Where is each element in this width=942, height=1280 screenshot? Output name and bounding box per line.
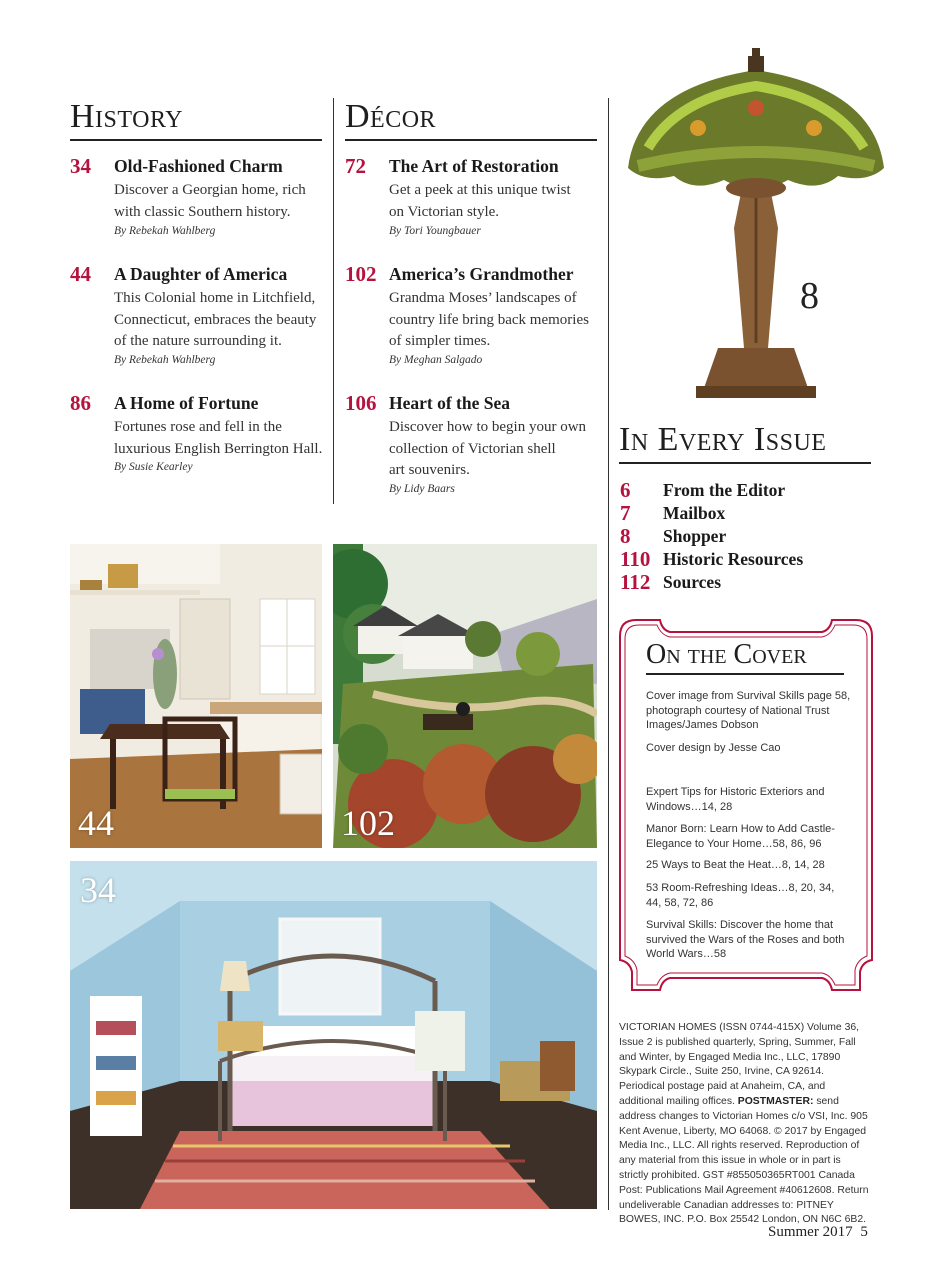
- entry-description: Grandma Moses’ landscapes of country life bring back memories of simpler times.: [389, 290, 589, 349]
- entry-byline: By Meghan Salgado: [389, 354, 483, 366]
- issue-item-page: 7: [620, 501, 631, 525]
- photo-page-number: 34: [80, 870, 116, 910]
- postmaster-label: POSTMASTER:: [737, 1095, 814, 1107]
- entry-page-number: 72: [345, 154, 366, 178]
- cover-design-credit: Cover design by Jesse Cao: [646, 742, 781, 754]
- entry-title: A Daughter of America: [114, 264, 288, 284]
- on-the-cover-heading: On the Cover: [646, 638, 844, 675]
- lamp-photo[interactable]: [618, 48, 894, 404]
- cover-line: Manor Born: Learn How to Add Castle-Elegance to Your Home…58, 86, 96: [646, 823, 835, 850]
- decor-heading: Décor: [345, 97, 597, 141]
- issue-item-page: 112: [620, 570, 651, 594]
- history-heading: History: [70, 97, 322, 141]
- toc-entry[interactable]: [345, 154, 605, 244]
- toc-entry[interactable]: [345, 262, 605, 372]
- issue-item-page: 110: [620, 547, 651, 571]
- column-divider: [333, 98, 334, 504]
- postmaster-text: send address changes to Victorian Homes c/o VSI, Inc. 905 Kent Avenue, Liberty, MO 64068. © 2017 by Engaged Media Inc., LLC. All rights reserved. Reproduction of any material from this issue in whole or in part is strictly prohibited. GST #855050365RT001 Canada Post: Publications Mail Agreement #40612608. Return undeliverable Canadian addresses to: PITNEY BOWES, INC. P.O. Box 25542 London, ON N6C 6B2.: [619, 1095, 869, 1226]
- toc-entry[interactable]: [345, 391, 605, 501]
- entry-page-number: 102: [345, 262, 377, 286]
- in-every-issue-heading: In Every Issue: [619, 420, 871, 464]
- page-footer: [768, 1224, 868, 1241]
- cover-line: 53 Room-Refreshing Ideas…8, 20, 34, 44, 58, 72, 86: [646, 882, 835, 909]
- toc-entry[interactable]: [70, 154, 330, 244]
- issue-item-label: Sources: [663, 572, 722, 592]
- publication-notice-text: VICTORIAN HOMES (ISSN 0744-415X) Volume 36, Issue 2 is published quarterly, Spring, Summer, Fall and Winter, by Engaged Media Inc., LLC, 17890 Skypark Circle., Suite 250, Irvine, CA 92614. Periodical postage paid at Anaheim, CA, and additional mailing offices.: [619, 1022, 860, 1107]
- entry-title: The Art of Restoration: [389, 156, 559, 176]
- page-number: 5: [860, 1224, 868, 1240]
- kitchen-photo[interactable]: [70, 544, 322, 848]
- cover-line: Expert Tips for Historic Exteriors and Windows…14, 28: [646, 786, 825, 813]
- issue-item-label: Historic Resources: [663, 549, 804, 569]
- issue-item-page: 8: [620, 524, 631, 548]
- entry-byline: By Tori Youngbauer: [389, 225, 481, 237]
- toc-entry[interactable]: [70, 391, 330, 481]
- tiffany-lamp-illustration: [618, 48, 894, 404]
- bedroom-illustration: [70, 861, 597, 1209]
- painting-photo[interactable]: [333, 544, 597, 848]
- entry-title: Heart of the Sea: [389, 393, 511, 413]
- cover-line: Survival Skills: Discover the home that survived the Wars of the Roses and both World Wars…58: [646, 919, 845, 960]
- entry-title: A Home of Fortune: [114, 393, 259, 413]
- issue-date: Summer 2017: [768, 1224, 853, 1240]
- entry-description: Fortunes rose and fell in the luxurious English Berrington Hall.: [114, 419, 323, 457]
- entry-description: Get a peek at this unique twist on Victorian style.: [389, 182, 571, 220]
- entry-page-number: 86: [70, 391, 91, 415]
- entry-page-number: 106: [345, 391, 377, 415]
- issue-item-label: Shopper: [663, 526, 727, 546]
- entry-description: Discover how to begin your own collection of Victorian shell art souvenirs.: [389, 419, 587, 478]
- lamp-page-number: 8: [800, 275, 819, 317]
- entry-title: America’s Grandmother: [389, 264, 574, 284]
- entry-byline: By Lidy Baars: [389, 483, 455, 495]
- photo-page-number: 102: [341, 803, 395, 843]
- cover-line: 25 Ways to Beat the Heat…8, 14, 28: [646, 859, 825, 871]
- issue-item-page: 6: [620, 478, 631, 502]
- entry-byline: By Rebekah Wahlberg: [114, 354, 216, 366]
- issue-item-label: Mailbox: [663, 503, 726, 523]
- entry-page-number: 34: [70, 154, 91, 178]
- entry-byline: By Rebekah Wahlberg: [114, 225, 216, 237]
- issue-item-label: From the Editor: [663, 480, 786, 500]
- toc-entry[interactable]: [70, 262, 330, 372]
- bedroom-photo[interactable]: [70, 861, 597, 1209]
- publication-notice: [619, 1021, 871, 1228]
- entry-description: Discover a Georgian home, rich with classic Southern history.: [114, 182, 306, 220]
- entry-byline: By Susie Kearley: [114, 461, 193, 473]
- photo-page-number: 44: [78, 803, 114, 843]
- entry-description: This Colonial home in Litchfield, Connecticut, embraces the beauty of the nature surrounding it.: [114, 290, 317, 349]
- entry-page-number: 44: [70, 262, 91, 286]
- right-column-divider: [608, 98, 609, 1210]
- entry-title: Old-Fashioned Charm: [114, 156, 283, 176]
- cover-image-credit: Cover image from Survival Skills page 58, photograph courtesy of National Trust Images/James Dobson: [646, 690, 851, 731]
